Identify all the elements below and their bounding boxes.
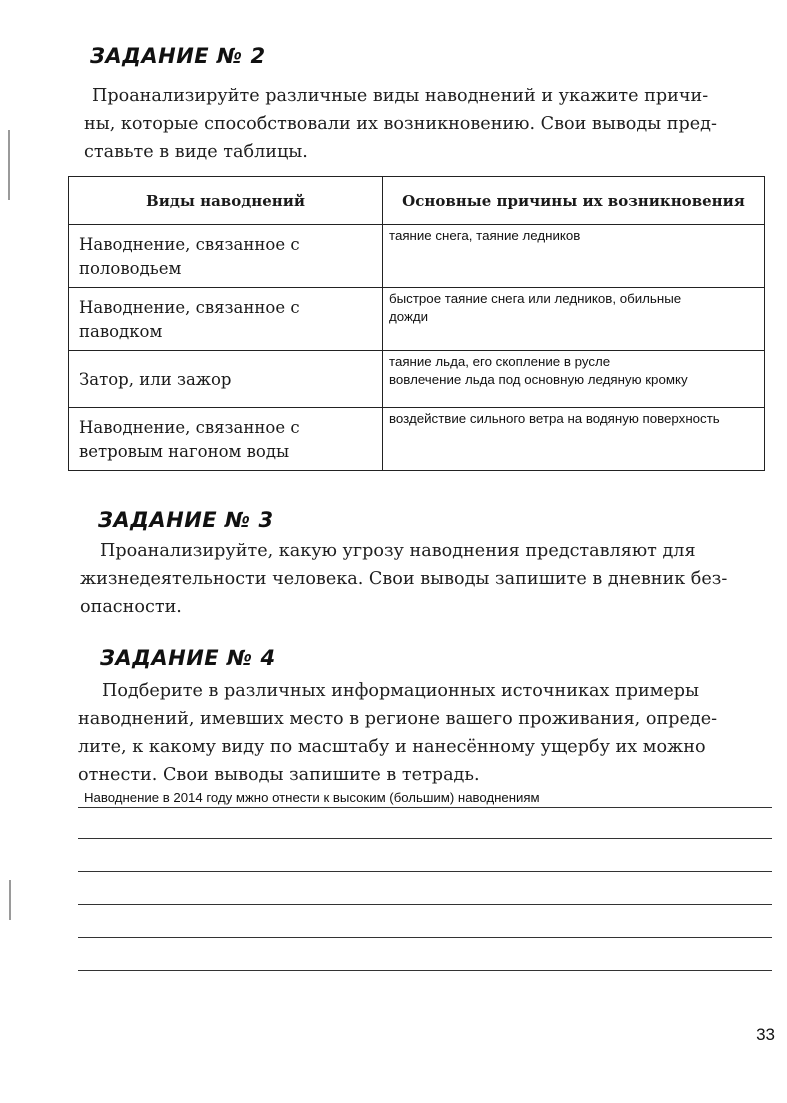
answer-line [78,838,772,839]
task4-heading: ЗАДАНИЕ № 4 [100,646,276,670]
task2-text [84,82,758,166]
task4-text-line: Подберите в различных информационных источниках примеры [102,681,700,701]
page-number: 33 [756,1025,775,1044]
answer-line [78,970,772,971]
task4-text [78,677,770,789]
answer-line [78,937,772,938]
task3-text-line: опасности. [80,597,182,617]
task3-text-line: Проанализируйте, какую угрозу наводнения представляют для [100,541,696,561]
task2-text-line: Проанализируйте различные виды наводнений и укажите причи- [92,86,709,106]
flood-kind-cell: Наводнение, связанное с половодьем [69,225,383,288]
floods-table [68,176,765,471]
cause-line: дожди [389,309,429,324]
task4-answer: Наводнение в 2014 году мжно отнести к высоким (большим) наводнениям [84,790,540,805]
task3-text-line: жизнедеятельности человека. Свои выводы запишите в дневник без- [80,569,728,589]
task4-text-line: наводнений, имевших место в регионе вашего проживания, опреде- [78,709,718,729]
task3-text [80,537,768,621]
scan-margin-mark [9,880,11,920]
answer-line [78,807,772,808]
header-flood-kinds: Виды наводнений [69,177,383,225]
cause-line: вовлечение льда под основную ледяную кромку [389,372,688,387]
task3-heading: ЗАДАНИЕ № 3 [98,508,274,532]
cause-line: быстрое таяние снега или ледников, обильные [389,291,682,306]
task2-text-line: ставьте в виде таблицы. [84,142,308,162]
flood-cause-cell [383,288,765,351]
scan-margin-mark [8,130,10,200]
flood-cause-cell [383,408,765,471]
flood-kind-cell: Наводнение, связанное с паводком [69,288,383,351]
flood-kind-cell: Наводнение, связанное с ветровым нагоном воды [69,408,383,471]
task2-text-line: ны, которые способствовали их возникновению. Свои выводы пред- [84,114,717,134]
flood-cause-cell [383,225,765,288]
answer-line [78,871,772,872]
table-row [69,351,765,408]
table-row [69,408,765,471]
task4-text-line: отнести. Свои выводы запишите в тетрадь. [78,765,480,785]
table-row [69,288,765,351]
flood-kind-cell: Затор, или зажор [69,351,383,408]
table-header-row [69,177,765,225]
flood-cause-cell [383,351,765,408]
cause-line: таяние снега, таяние ледников [389,228,581,243]
task2-heading: ЗАДАНИЕ № 2 [90,44,266,68]
answer-line [78,904,772,905]
cause-line: таяние льда, его скопление в русле [389,354,611,369]
header-flood-causes: Основные причины их возникновения [383,177,765,225]
task4-text-line: лите, к какому виду по масштабу и нанесённому ущербу их можно [78,737,706,757]
table-row [69,225,765,288]
cause-line: воздействие сильного ветра на водяную поверхность [389,411,720,426]
